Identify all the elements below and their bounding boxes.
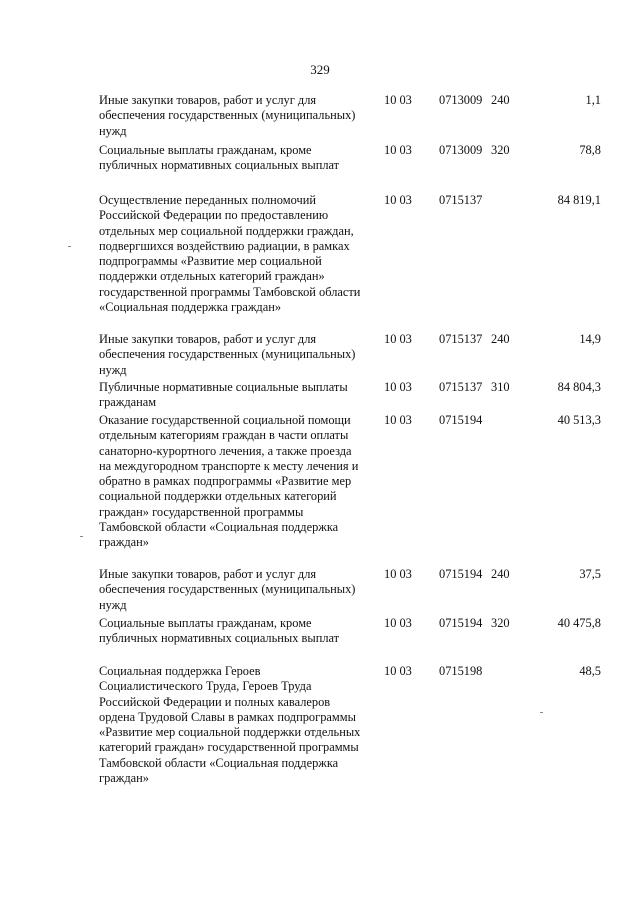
row-target-code: 0715137 <box>439 193 483 207</box>
row-section: 10 03 <box>384 143 412 157</box>
row-target-code: 0715194 <box>439 616 483 630</box>
row-description: Социальные выплаты гражданам, кроме публичных нормативных социальных выплат <box>99 143 340 173</box>
row-description: Социальная поддержка Героев Социалистического Труда, Героев Труда Российской Федерации и полных кавалеров ордена Трудовой Славы в рамках подпрограммы «Развитие мер социальной поддержки отдельных категорий граждан» государственной программы Тамбовской области «Социальная поддержка граждан» <box>99 664 361 786</box>
row-amount: 1,1 <box>585 93 601 107</box>
row-expense-type: 320 <box>491 616 510 630</box>
row-amount: 78,8 <box>579 143 601 157</box>
row-expense-type: 310 <box>491 380 510 394</box>
row-description: Осуществление переданных полномочий Российской Федерации по предоставлению отдельных мер социальной поддержки граждан, подвергшихся воздействию радиации, в рамках подпрограммы «Развитие мер социальной поддержки отдельных категорий граждан» государственной программы Тамбовской области «Социальная поддержка граждан» <box>99 193 361 315</box>
row-target-code: 0715194 <box>439 567 483 581</box>
row-description: Социальные выплаты гражданам, кроме публичных нормативных социальных выплат <box>99 616 340 646</box>
row-amount: 14,9 <box>579 332 601 346</box>
row-section: 10 03 <box>384 332 412 346</box>
row-section: 10 03 <box>384 616 412 630</box>
row-description: Публичные нормативные социальные выплаты гражданам <box>99 380 348 410</box>
row-section: 10 03 <box>384 567 412 581</box>
row-section: 10 03 <box>384 664 412 678</box>
row-expense-type: 320 <box>491 143 510 157</box>
row-amount: 48,5 <box>579 664 601 678</box>
scan-speck <box>540 712 543 713</box>
row-amount: 84 819,1 <box>557 193 601 207</box>
row-amount: 84 804,3 <box>557 380 601 394</box>
row-expense-type: 240 <box>491 332 510 346</box>
row-description: Иные закупки товаров, работ и услуг для обеспечения государственных (муниципальных) нужд <box>99 332 356 377</box>
row-section: 10 03 <box>384 380 412 394</box>
scan-speck <box>80 536 83 537</box>
row-amount: 37,5 <box>579 567 601 581</box>
row-target-code: 0715137 <box>439 380 483 394</box>
row-section: 10 03 <box>384 93 412 107</box>
page-number: 329 <box>310 62 330 77</box>
row-target-code: 0713009 <box>439 93 483 107</box>
row-expense-type: 240 <box>491 567 510 581</box>
row-target-code: 0715194 <box>439 413 483 427</box>
row-section: 10 03 <box>384 413 412 427</box>
row-description: Иные закупки товаров, работ и услуг для обеспечения государственных (муниципальных) нужд <box>99 567 356 612</box>
scan-speck <box>68 246 71 247</box>
row-target-code: 0713009 <box>439 143 483 157</box>
row-description: Оказание государственной социальной помощи отдельным категориям граждан в части оплаты санаторно-курортного лечения, а также проезда на междугородном транспорте к месту лечения и обратно в рамках подпрограммы «Развитие мер социальной поддержки отдельных категорий граждан» государственной программы Тамбовской области «Социальная поддержка граждан» <box>99 413 359 550</box>
row-amount: 40 513,3 <box>557 413 601 427</box>
row-description: Иные закупки товаров, работ и услуг для обеспечения государственных (муниципальных) нужд <box>99 93 356 138</box>
row-amount: 40 475,8 <box>557 616 601 630</box>
row-target-code: 0715198 <box>439 664 483 678</box>
row-target-code: 0715137 <box>439 332 483 346</box>
row-expense-type: 240 <box>491 93 510 107</box>
row-section: 10 03 <box>384 193 412 207</box>
